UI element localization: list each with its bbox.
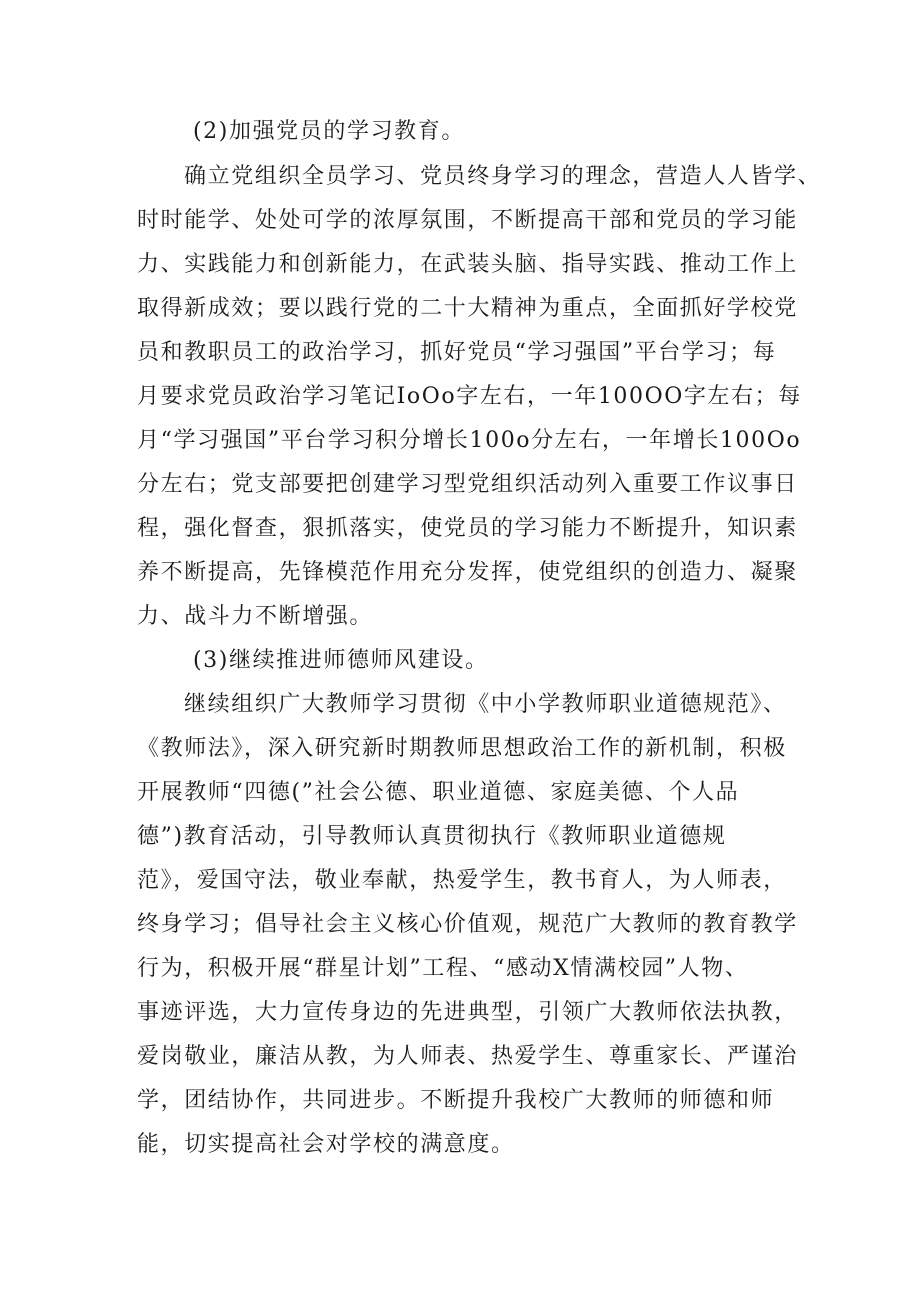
paragraph-line: 学，团结协作，共同进步。不断提升我校广大教师的师德和师	[137, 1088, 775, 1113]
section-heading-3: (3)继续推进师德师风建设。	[193, 648, 489, 673]
paragraph-line: 爱岗敬业，廉洁从教，为人师表、热爱学生、尊重家长、严谨治	[137, 1044, 798, 1069]
paragraph-line: 行为，积极开展“群星计划”工程、“感动X情满校园”人物、	[137, 956, 749, 981]
paragraph-line: 力、实践能力和创新能力，在武装头脑、指导实践、推动工作上	[137, 252, 798, 277]
paragraph-line: 分左右；党支部要把创建学习型党组织活动列入重要工作议事日	[137, 472, 798, 497]
paragraph-line: 开展教师“四德(”社会公德、职业道德、家庭美德、个人品	[137, 780, 740, 805]
paragraph-line: 能，切实提高社会对学校的满意度。	[137, 1132, 515, 1157]
paragraph-line: 力、战斗力不断增强。	[137, 604, 374, 629]
paragraph-line: 范》，爱国守法，敬业奉献，热爱学生，教书育人，为人师表，	[137, 868, 787, 893]
paragraph-line: 程，强化督查，狠抓落实，使党员的学习能力不断提升，知识素	[137, 516, 798, 541]
paragraph-line: 月要求党员政治学习笔记IoOo字左右，一年100OO字左右；每	[137, 384, 802, 409]
section-heading-2: (2)加强党员的学习教育。	[193, 119, 465, 144]
paragraph-line: 事迹评选，大力宣传身边的先进典型，引领广大教师依法执教，	[137, 1000, 798, 1025]
paragraph-line: 员和教职员工的政治学习，抓好党员“学习强国”平台学习；每	[137, 340, 777, 365]
paragraph-line: 确立党组织全员学习、党员终身学习的理念，营造人人皆学、	[184, 164, 822, 189]
paragraph-line: 《教师法》，深入研究新时期教师思想政治工作的新机制，积极	[137, 736, 787, 761]
paragraph-line: 取得新成效；要以践行党的二十大精神为重点，全面抓好学校党	[137, 296, 798, 321]
paragraph-line: 时时能学、处处可学的浓厚氛围，不断提高干部和党员的学习能	[137, 208, 798, 233]
paragraph-line: 继续组织广大教师学习贯彻《中小学教师职业道德规范》、	[184, 692, 787, 717]
paragraph-line: 养不断提高，先锋模范作用充分发挥，使党组织的创造力、凝聚	[137, 560, 798, 585]
paragraph-line: 月“学习强国”平台学习积分增长100o分左右，一年增长100Oo	[137, 428, 802, 453]
paragraph-line: 德”)教育活动，引导教师认真贯彻执行《教师职业道德规	[137, 824, 727, 849]
paragraph-line: 终身学习；倡导社会主义核心价值观，规范广大教师的教育教学	[137, 912, 798, 937]
